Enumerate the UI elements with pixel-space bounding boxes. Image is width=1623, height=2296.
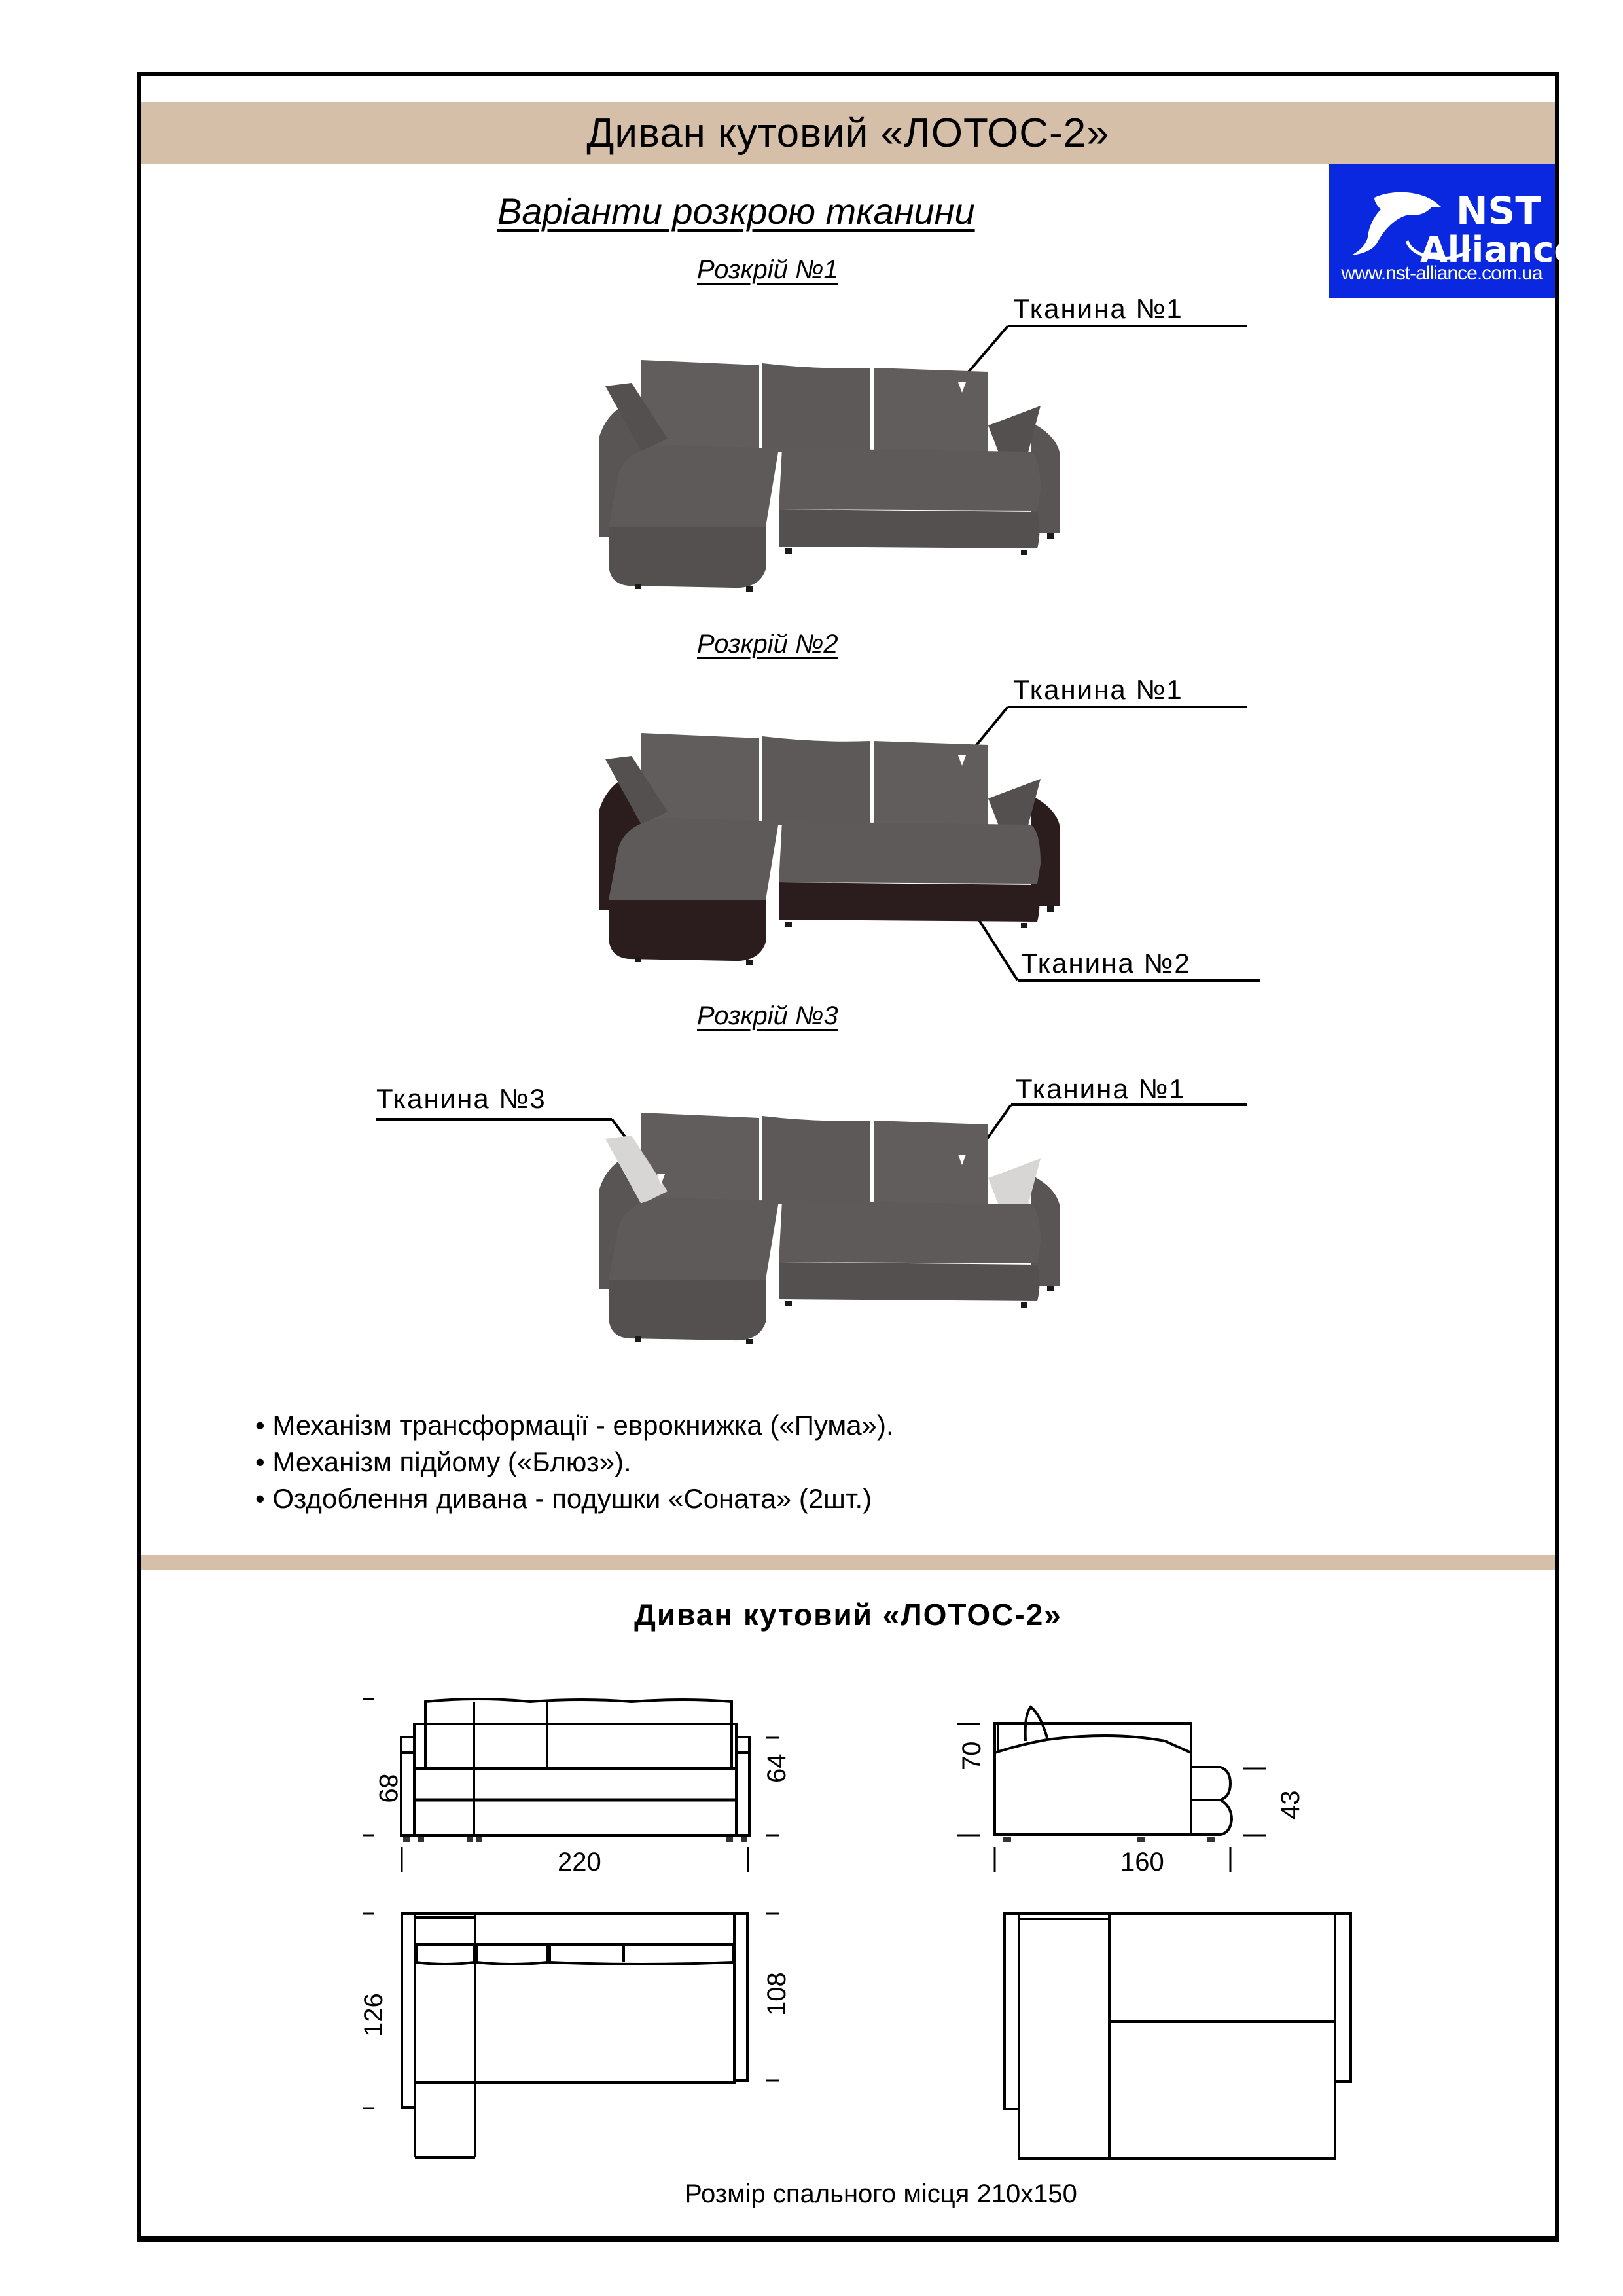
callout-fabric-2: Тканина №2 — [1021, 948, 1191, 978]
front-view-legs — [403, 1837, 747, 1842]
dimensions-title: Диван кутовий «ЛОТОС-2» — [634, 1598, 1062, 1632]
logo-brand-line2: Alliance — [1420, 229, 1578, 270]
feature-item: • Механізм трансформації - еврокнижка («Пума»). — [255, 1407, 894, 1444]
logo-url: www.nst-alliance.com.ua — [1341, 262, 1543, 284]
side-view-dimension-lines — [957, 1724, 1266, 1872]
feature-item: • Механізм підйому («Блюз»). — [255, 1444, 894, 1480]
callout-fabric-3: Тканина №3 — [376, 1083, 546, 1114]
variant-label-1: Розкрій №1 — [697, 255, 838, 284]
dim-front-height: 89 — [374, 1774, 402, 1803]
dim-side-height: 70 — [957, 1741, 986, 1770]
variant-label-2: Розкрій №2 — [697, 630, 838, 658]
page-title: Диван кутовий «ЛОТОС-2» — [586, 110, 1110, 156]
callout-fabric-1-v2: Тканина №1 — [1013, 674, 1183, 705]
dim-top-left-depth: 126 — [359, 1993, 388, 2037]
logo-brand-line1: NST — [1456, 188, 1541, 233]
variant-label-3: Розкрій №3 — [697, 1001, 838, 1030]
dim-top-right-depth: 108 — [762, 1972, 791, 2016]
section-title: Варіанти розкрою тканини — [497, 190, 975, 232]
dim-front-width: 220 — [558, 1848, 601, 1876]
side-view-legs — [1003, 1837, 1215, 1842]
top-view-left-drawing — [402, 1914, 747, 2157]
side-view-drawing — [995, 1707, 1232, 1835]
dim-side-depth: 160 — [1120, 1848, 1164, 1876]
sleeping-area-size: Розмір спального місця 210x150 — [685, 2179, 1077, 2208]
top-view-sleeping-drawing — [1005, 1914, 1351, 2159]
dim-side-seat-height: 43 — [1276, 1790, 1305, 1820]
dim-front-seat-height: 64 — [762, 1753, 791, 1783]
callout-fabric-1: Тканина №1 — [1013, 293, 1183, 324]
front-view-drawing — [401, 1699, 749, 1835]
feature-item: • Оздоблення дивана - подушки «Соната» (2шт.) — [255, 1480, 894, 1517]
callout-fabric-1-v3: Тканина №1 — [1016, 1073, 1186, 1104]
